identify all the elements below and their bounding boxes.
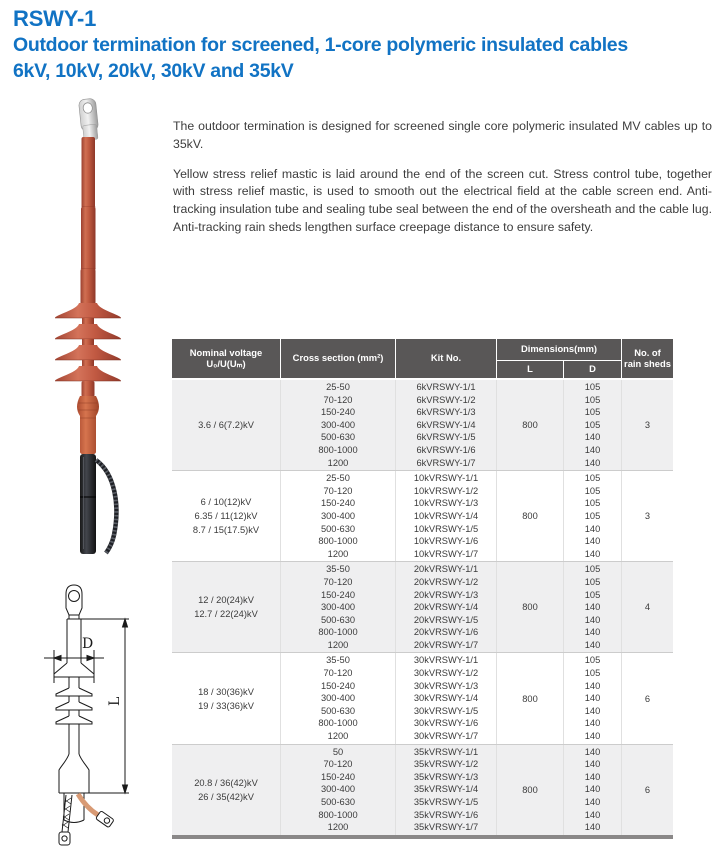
header-dim-d: D: [564, 361, 621, 378]
table-block-2: [172, 470, 673, 561]
kit-no-cell: 6kVRSWY-1/1 6kVRSWY-1/2 6kVRSWY-1/3 6kVRSWY-1/4 6kVRSWY-1/5 6kVRSWY-1/6 6kVRSWY-1/7: [396, 380, 496, 470]
rain-sheds-cell: 4: [622, 562, 673, 652]
intro-text: [173, 118, 712, 249]
kit-no-cell: 10kVRSWY-1/1 10kVRSWY-1/2 10kVRSWY-1/3 10kVRSWY-1/4 10kVRSWY-1/5 10kVRSWY-1/6 10kVRSWY-1/7: [396, 471, 496, 561]
voltage-cell: 6 / 10(12)kV 6.35 / 11(12)kV 8.7 / 15(17.5)kV: [172, 471, 280, 561]
dim-l-cell: 800: [497, 471, 563, 561]
dim-d-cell: 105 105 105 140 140 140 140: [564, 562, 621, 652]
title-block: [13, 6, 713, 84]
header-rain-sheds: No. of rain sheds: [622, 339, 673, 378]
header-dimensions: Dimensions(mm): [497, 339, 621, 360]
drawing-earth-strap: [59, 795, 72, 845]
header-cross-section: Cross section (mm²): [281, 339, 395, 378]
drawing-label-d: D: [82, 636, 94, 652]
voltage-cell: 18 / 30(36)kV 19 / 33(36)kV: [172, 653, 280, 743]
product-photo: [25, 97, 165, 559]
kit-no-cell: 20kVRSWY-1/1 20kVRSWY-1/2 20kVRSWY-1/3 20kVRSWY-1/4 20kVRSWY-1/5 20kVRSWY-1/6 20kVRSWY-1/7: [396, 562, 496, 652]
intro-paragraph-1: The outdoor termination is designed for screened single core polymeric insulated MV cables up to 35kV.: [173, 119, 712, 151]
page-title-line1: Outdoor termination for screened, 1-core polymeric insulated cables: [13, 34, 628, 56]
dim-d-cell: 105 105 140 140 140 140 140: [564, 653, 621, 743]
spec-table: [172, 339, 673, 839]
dim-l-cell: 800: [497, 380, 563, 470]
header-kit-no: Kit No.: [396, 339, 496, 378]
photo-red-tube: [81, 137, 96, 305]
dim-l-cell: 800: [497, 653, 563, 743]
table-block-4: [172, 652, 673, 743]
dim-d-cell: 105 105 105 105 140 140 140: [564, 380, 621, 470]
page-title-line2: 6kV, 10kV, 20kV, 30kV and 35kV: [13, 60, 294, 82]
spec-table-header: [172, 339, 673, 378]
drawing-label-l: L: [107, 696, 123, 706]
cross-section-cell: 50 70-120 150-240 300-400 500-630 800-1000 1200: [281, 745, 395, 835]
cross-section-cell: 35-50 70-120 150-240 300-400 500-630 800-1000 1200: [281, 653, 395, 743]
photo-black-cable: [80, 454, 96, 554]
header-dim-l: L: [497, 361, 563, 378]
photo-orange-sleeve: [77, 381, 99, 455]
technical-drawing: [28, 582, 143, 850]
rain-sheds-cell: 6: [622, 745, 673, 835]
cross-section-cell: 25-50 70-120 150-240 300-400 500-630 800-1000 1200: [281, 380, 395, 470]
spec-table-body: [172, 380, 673, 839]
photo-cable-lug: [78, 98, 99, 141]
drawing-copper-tail: [78, 794, 114, 828]
rain-sheds-cell: 3: [622, 380, 673, 470]
kit-no-cell: 35kVRSWY-1/1 35kVRSWY-1/2 35kVRSWY-1/3 35kVRSWY-1/4 35kVRSWY-1/5 35kVRSWY-1/6 35kVRSWY-1/7: [396, 745, 496, 835]
cross-section-cell: 35-50 70-120 150-240 300-400 500-630 800-1000 1200: [281, 562, 395, 652]
voltage-cell: 12 / 20(24)kV 12.7 / 22(24)kV: [172, 562, 280, 652]
rain-sheds-cell: 6: [622, 653, 673, 743]
table-block-5: [172, 744, 673, 835]
photo-earth-strap: [96, 460, 116, 553]
voltage-cell: 3.6 / 6(7.2)kV: [172, 380, 280, 470]
dim-d-cell: 105 105 105 105 140 140 140: [564, 471, 621, 561]
dim-l-cell: 800: [497, 562, 563, 652]
table-block-3: [172, 561, 673, 652]
intro-paragraph-2: Yellow stress relief mastic is laid around the end of the screen cut. Stress control tube, together with stress relief mastic, is used to smooth out the electrical field at the cable screen end. Anti-tracking insulation tube and sealing tube seal between the end of the oversheath and the cable lug. Anti-tracking rain sheds lengthen surface creepage distance to ensure safety.: [173, 166, 712, 234]
drawing-dimension-D: [44, 650, 104, 683]
dim-d-cell: 140 140 140 140 140 140 140: [564, 745, 621, 835]
kit-no-cell: 30kVRSWY-1/1 30kVRSWY-1/2 30kVRSWY-1/3 30kVRSWY-1/4 30kVRSWY-1/5 30kVRSWY-1/6 30kVRSWY-1/7: [396, 653, 496, 743]
dim-l-cell: 800: [497, 745, 563, 835]
drawing-lug: [66, 585, 82, 619]
table-block-1: [172, 380, 673, 470]
page-title: [13, 32, 713, 84]
header-nominal-voltage: Nominal voltage U₀/U(Uₘ): [172, 339, 280, 378]
cross-section-cell: 25-50 70-120 150-240 300-400 500-630 800-1000 1200: [281, 471, 395, 561]
product-code: RSWY-1: [13, 6, 97, 31]
rain-sheds-cell: 3: [622, 471, 673, 561]
voltage-cell: 20.8 / 36(42)kV 26 / 35(42)kV: [172, 745, 280, 835]
photo-rain-sheds: [55, 303, 121, 381]
